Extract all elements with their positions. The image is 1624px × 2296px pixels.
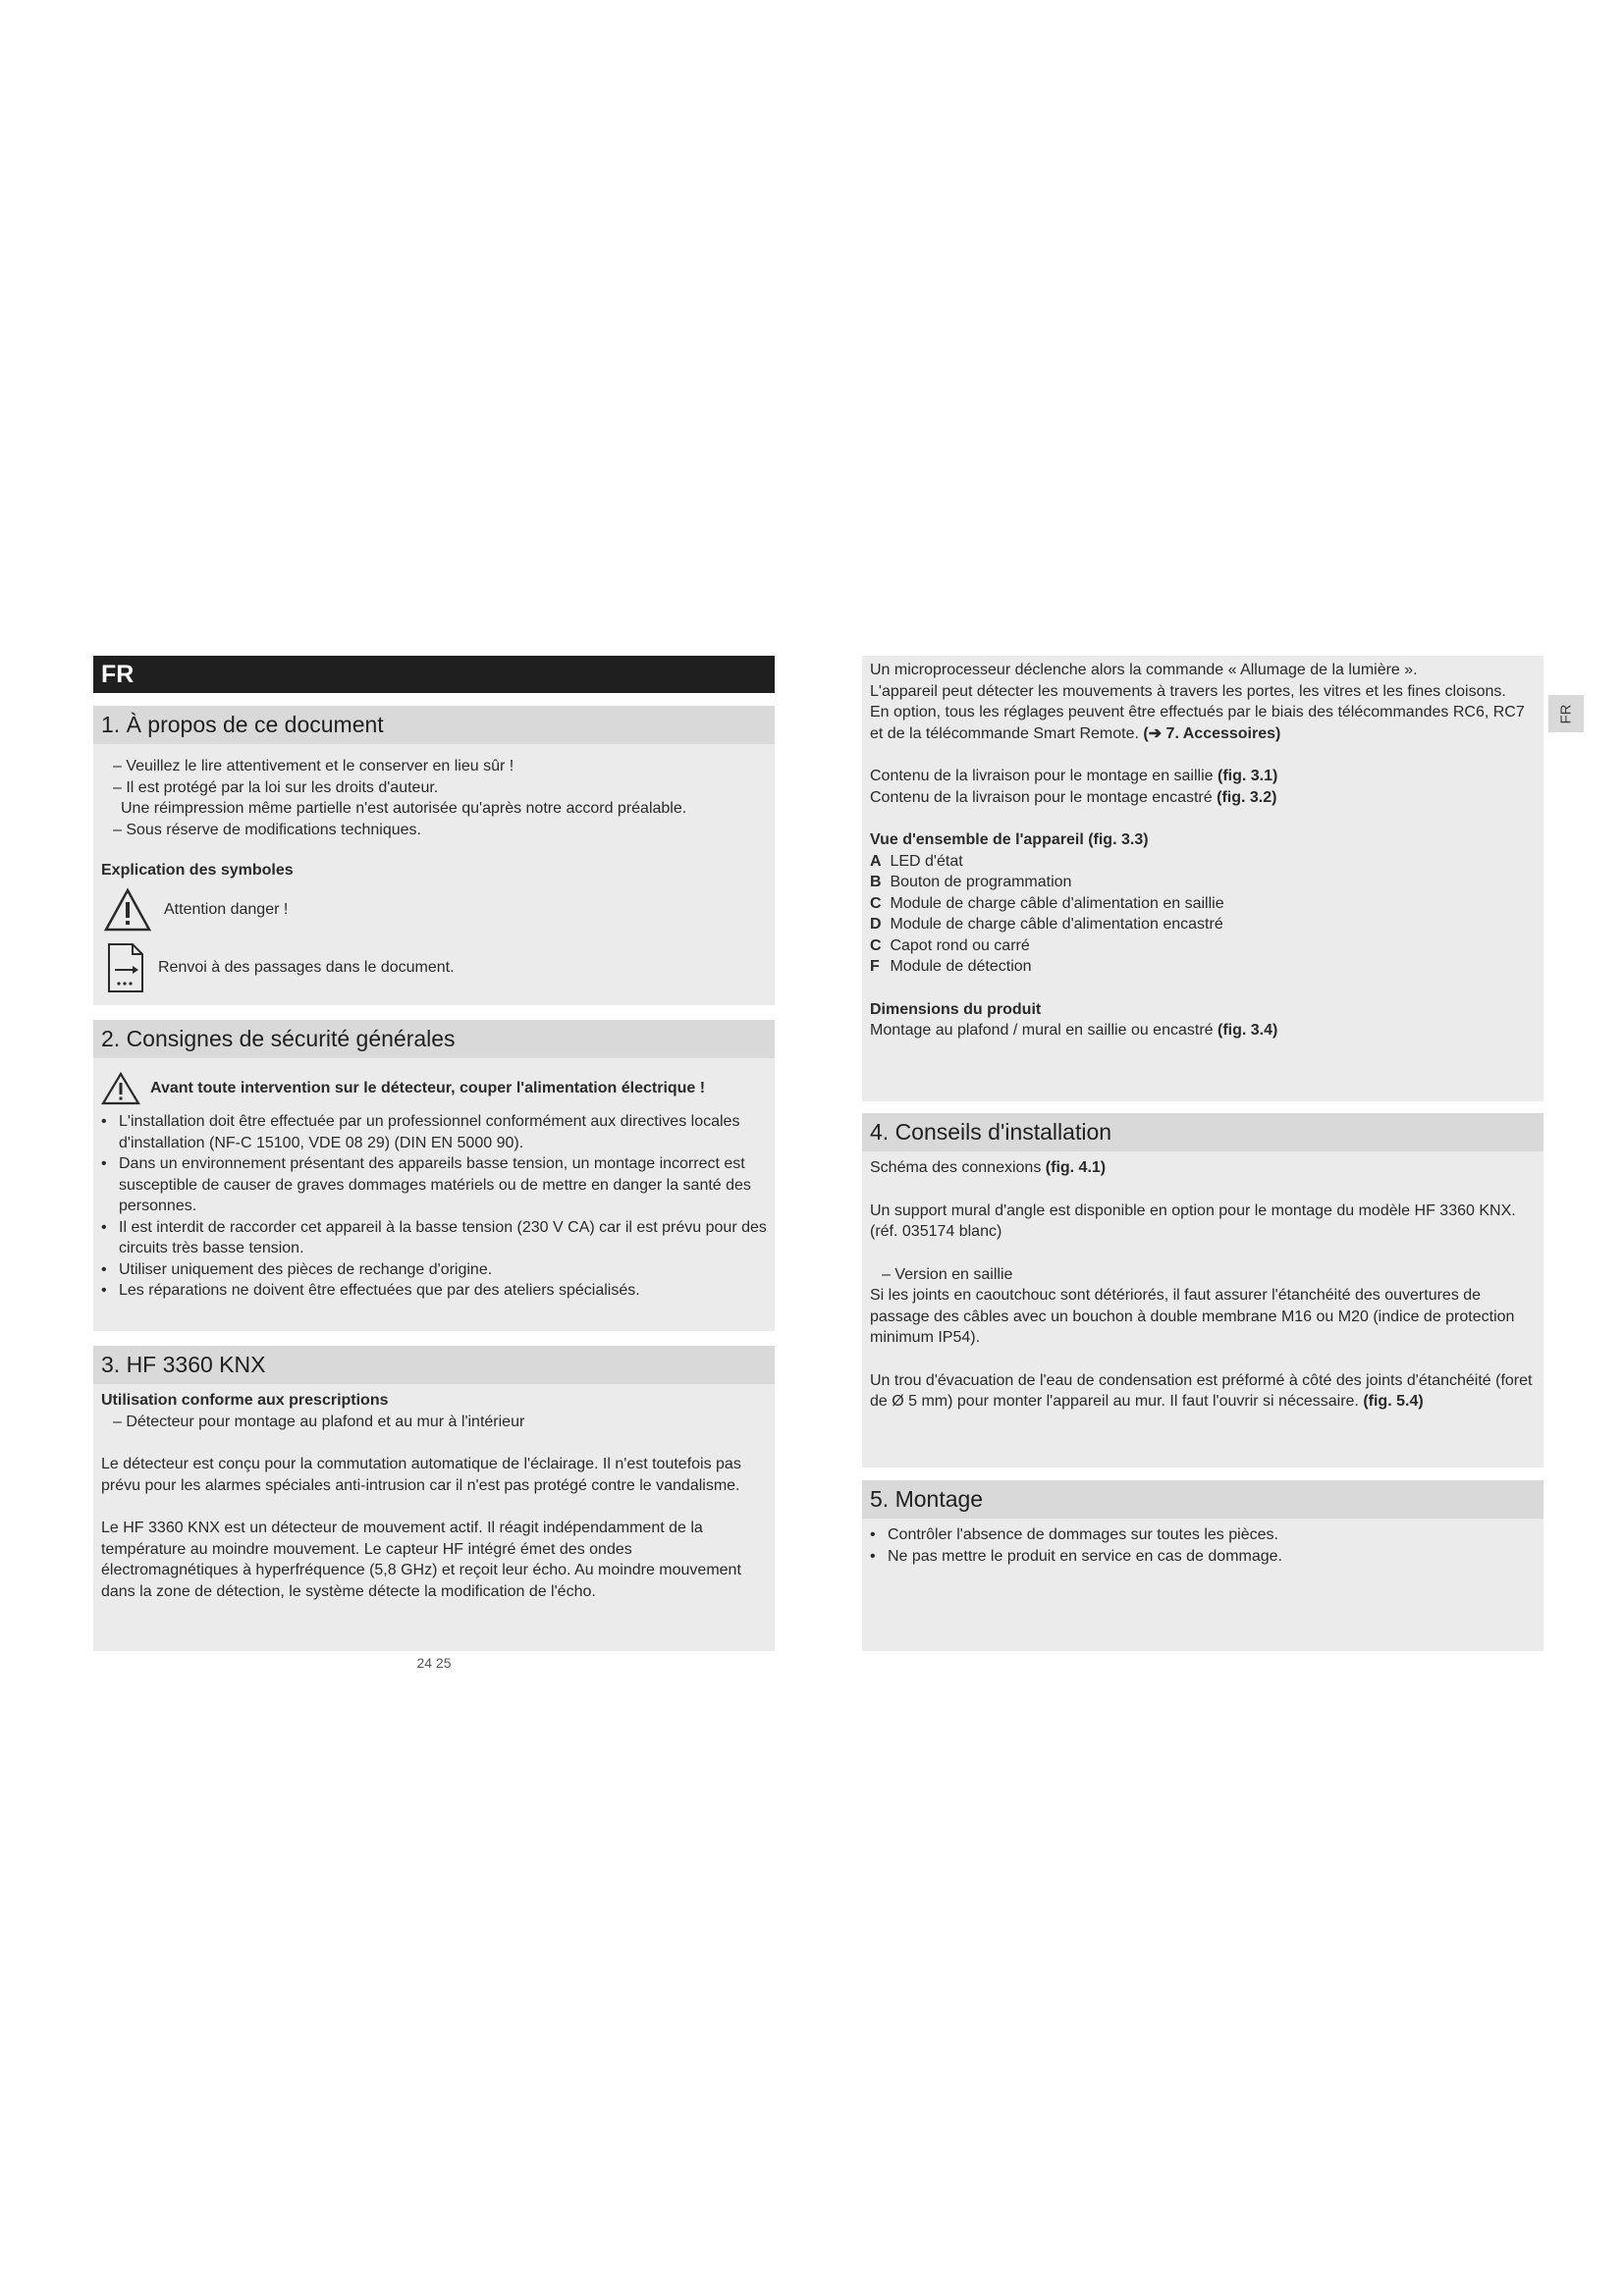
overview-text: Module de charge câble d'alimentation encastré: [890, 916, 1223, 933]
overview-text: Capot rond ou carré: [890, 936, 1030, 954]
section-2: [93, 1020, 775, 1331]
sec1-item-4: – Sous réserve de modifications techniques.: [113, 821, 421, 838]
section-3: [93, 1346, 775, 1651]
sec1-item-3: Une réimpression même partielle n'est autorisée qu'après notre accord préalable.: [121, 800, 687, 817]
schema-text: Schéma des connexions: [870, 1159, 1042, 1176]
side-language-tab-label: FR: [1557, 704, 1575, 723]
drain-text: Un trou d'évacuation de l'eau de condensation est préformé à côté des joints d'étanchéité (foret de Ø 5 mm) pour monter l'appareil au mur. Il faut l'ouvrir si nécessaire.: [870, 1371, 1533, 1410]
side-language-tab: [1548, 695, 1584, 732]
left-column: [93, 656, 775, 1600]
sec2-warning-row: [101, 1072, 767, 1105]
sec2-bullet-5: • Les réparations ne doivent être effectuées que par des ateliers spécialisés.: [101, 1280, 767, 1302]
sec2-bullet-2: • Dans un environnement présentant des appareils basse tension, un montage incorrect est susceptible de causer de graves dommages matériels ou de mettre en danger la santé des personnes.: [101, 1153, 767, 1217]
symbols-title: Explication des symboles: [101, 862, 294, 879]
sec5-bullet-2: • Ne pas mettre le produit en service en cas de dommage.: [870, 1546, 1536, 1568]
section-3-continued: [862, 656, 1543, 1101]
cont-line-1: Un microprocesseur déclenche alors la commande « Allumage de la lumière ».: [870, 662, 1418, 678]
overview-letter: C: [870, 936, 882, 954]
schema-ref: (fig. 4.1): [1045, 1159, 1107, 1176]
document-reference-icon: [103, 942, 146, 993]
overview-text: Module de charge câble d'alimentation en saillie: [890, 894, 1224, 912]
sec2-bullet-1: • L'installation doit être effectuée par un professionnel conformément aux directives locales d'installation (NF-C 15100, VDE 08 29) (DIN EN 5000 90).: [101, 1111, 767, 1153]
sec5-bullet-1: • Contrôler l'absence de dommages sur toutes les pièces.: [870, 1524, 1536, 1546]
warning-triangle-icon: [101, 1072, 140, 1105]
version-text: – Version en saillie: [882, 1265, 1013, 1283]
overview-letter: D: [870, 916, 882, 933]
drain-ref: (fig. 5.4): [1363, 1393, 1424, 1410]
overview-item: [870, 935, 1536, 957]
section-4: [862, 1113, 1543, 1468]
cont-line-3: En option, tous les réglages peuvent être effectués par le biais des télécommandes RC6, RC7 et de la télécommande Smart Remote.: [870, 704, 1525, 742]
overview-item: [870, 956, 1536, 978]
sec2-warning: Avant toute intervention sur le détecteur, couper l'alimentation électrique !: [150, 1080, 706, 1097]
section-5: [862, 1480, 1543, 1651]
sec2-bullet-4: • Utiliser uniquement des pièces de rechange d'origine.: [101, 1259, 767, 1281]
reference-symbol-row: [103, 942, 767, 993]
danger-symbol-row: [103, 887, 767, 933]
sec1-item-1: – Veuillez le lire attentivement et le conserver en lieu sûr !: [113, 758, 514, 774]
overview-item: [870, 914, 1536, 935]
overview-letter: B: [870, 874, 882, 890]
overview-letter: C: [870, 894, 882, 912]
dims-title: Dimensions du produit: [870, 1000, 1042, 1018]
section-3-title: 3. HF 3360 KNX: [93, 1346, 775, 1384]
warning-triangle-icon: [103, 887, 152, 933]
overview-text: Bouton de programmation: [890, 874, 1072, 890]
delivery-1: Contenu de la livraison pour le montage en saillie: [870, 768, 1214, 784]
sec2-bullet-3: • Il est interdit de raccorder cet appareil à la basse tension (230 V CA) car il est prévu pour des circuits très basse tension.: [101, 1217, 767, 1259]
joints-text: Si les joints en caoutchouc sont détériorés, il faut assurer l'étanchéité des ouvertures de passage des câbles avec un bouchon à double membrane M16 ou M20 (indice de protection minimum IP54).: [870, 1287, 1515, 1346]
section-2-title: 2. Consignes de sécurité générales: [93, 1020, 775, 1058]
section-1: [93, 706, 775, 1005]
reference-label: Renvoi à des passages dans le document.: [158, 958, 455, 976]
sec3-use-title: Utilisation conforme aux prescriptions: [101, 1392, 389, 1409]
cont-line-3-ref: (➔ 7. Accessoires): [1143, 724, 1281, 742]
overview-item: [870, 851, 1536, 873]
sec3-para-2: Le HF 3360 KNX est un détecteur de mouvement actif. Il réagit indépendamment de la température au moindre mouvement. Le capteur HF intégré émet des ondes électromagnétiques à hyperfréquence (5,8 GHz) et reçoit leur écho. Au moindre mouvement dans la zone de détection, le système détecte la modification de l'écho.: [101, 1520, 741, 1600]
sec3-para-1: Le détecteur est conçu pour la commutation automatique de l'éclairage. Il n'est toutefois pas prévu pour les alarmes spéciales anti-intrusion car il n'est pas protégé contre le vandalisme.: [101, 1456, 741, 1494]
dims-text: Montage au plafond / mural en saillie ou encastré: [870, 1022, 1214, 1039]
language-header: FR: [93, 656, 775, 693]
section-1-title: 1. À propos de ce document: [93, 706, 775, 744]
delivery-2-ref: (fig. 3.2): [1217, 788, 1277, 806]
section-5-title: 5. Montage: [862, 1480, 1543, 1519]
sec1-item-2: – Il est protégé par la loi sur les droits d'auteur.: [113, 778, 439, 796]
sec3-use-item: – Détecteur pour montage au plafond et au mur à l'intérieur: [113, 1413, 525, 1430]
overview-text: Module de détection: [890, 958, 1032, 975]
delivery-1-ref: (fig. 3.1): [1218, 768, 1278, 784]
overview-item: [870, 872, 1536, 893]
delivery-2: Contenu de la livraison pour le montage encastré: [870, 788, 1213, 806]
section-4-title: 4. Conseils d'installation: [862, 1113, 1543, 1151]
overview-title: Vue d'ensemble de l'appareil (fig. 3.3): [870, 831, 1149, 848]
page-numbers: 24 25: [416, 1655, 452, 1671]
support-text: Un support mural d'angle est disponible en option pour le montage du modèle HF 3360 KNX. (réf. 035174 blanc): [870, 1201, 1516, 1240]
overview-letter: A: [870, 852, 882, 870]
overview-item: [870, 893, 1536, 915]
danger-label: Attention danger !: [164, 900, 289, 918]
overview-text: LED d'état: [890, 852, 963, 870]
dims-ref: (fig. 3.4): [1218, 1022, 1278, 1039]
overview-letter: F: [870, 958, 880, 975]
cont-line-2: L'appareil peut détecter les mouvements à travers les portes, les vitres et les fines cloisons.: [870, 682, 1506, 700]
